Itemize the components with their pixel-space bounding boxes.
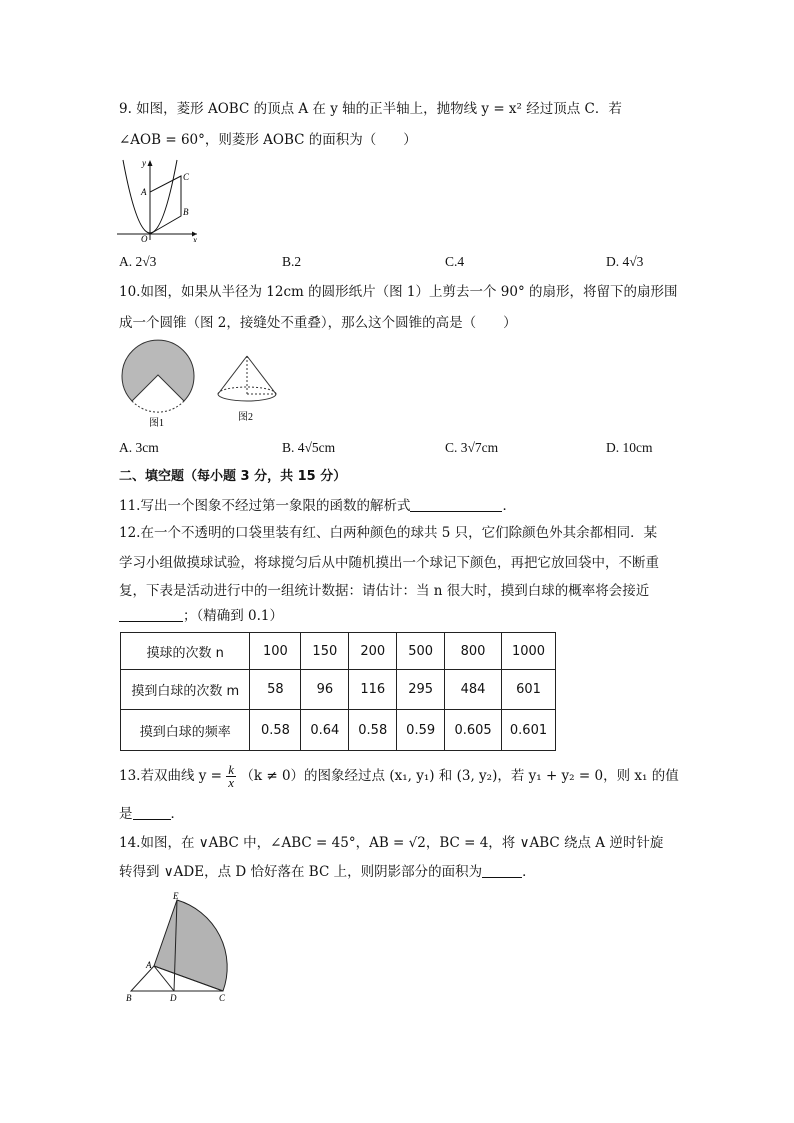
- table-cell: 500: [397, 633, 445, 670]
- table-row: [121, 633, 556, 670]
- table-cell: 0.605: [445, 710, 502, 751]
- q9-label-a: A: [141, 187, 147, 197]
- q13-line2: [119, 804, 184, 824]
- q12-line3: 复，下表是活动进行中的一组统计数据：请估计：当 n 很大时，摸到白球的概率将会接近: [119, 583, 650, 599]
- q14-line2-text: 转得到 ∨ADE，点 D 恰好落在 BC 上，则阴影部分的面积为: [119, 864, 483, 880]
- q10-fig2-label: 图2: [238, 412, 253, 423]
- table-cell: 摸到白球的频率: [121, 710, 250, 751]
- q14-label-b: B: [126, 993, 132, 1003]
- table-cell: 0.601: [502, 710, 556, 751]
- q9-label-x: x: [193, 235, 197, 242]
- q13-post: （k ≠ 0）的图象经过点 (x₁, y₁) 和 (3, y₂)，若 y₁ + y₂ = 0，则 x₁ 的值: [240, 768, 679, 784]
- q10-figure2: [212, 352, 282, 424]
- q14-label-a: A: [146, 960, 152, 970]
- q9-line1: 9. 如图，菱形 AOBC 的顶点 A 在 y 轴的正半轴上，抛物线 y = x² 经过顶点 C．若: [119, 101, 622, 117]
- q12-table: [120, 632, 556, 751]
- q9-label-o: O: [141, 234, 148, 242]
- table-row: [121, 670, 556, 710]
- q9-option-c: C.4: [445, 254, 465, 269]
- q9-line2: ∠AOB = 60°，则菱形 AOBC 的面积为（ ）: [119, 132, 417, 148]
- q12-line1: 12.在一个不透明的口袋里装有红、白两种颜色的球共 5 只，它们除颜色外其余都相同．某: [119, 525, 658, 541]
- table-cell: 摸到白球的次数 m: [121, 670, 250, 710]
- q12-line4: [119, 606, 283, 626]
- q13-answer-blank[interactable]: [133, 805, 171, 820]
- table-cell: 摸球的次数 n: [121, 633, 250, 670]
- q13-end: ．: [170, 806, 184, 822]
- table-cell: 800: [445, 633, 502, 670]
- q10-figure1: [118, 336, 198, 430]
- q12-line4-text: ；（精确到 0.1）: [183, 608, 284, 624]
- table-cell: 484: [445, 670, 502, 710]
- q10-option-c: C. 3√7cm: [445, 440, 499, 455]
- q10-line2: 成一个圆锥（图 2，接缝处不重叠），那么这个圆锥的高是（ ）: [119, 315, 517, 331]
- q13-line1: [119, 764, 679, 789]
- table-cell: 0.59: [397, 710, 445, 751]
- table-cell: 100: [250, 633, 301, 670]
- q9-label-y: y: [142, 158, 146, 168]
- table-cell: 0.64: [301, 710, 349, 751]
- q13-line2-text: 是: [119, 806, 133, 822]
- q11-text: 11.写出一个图象不经过第一象限的函数的解析式: [119, 498, 411, 514]
- q9-figure: [113, 156, 203, 242]
- q9-label-c: C: [183, 172, 190, 182]
- table-cell: 150: [301, 633, 349, 670]
- table-cell: 200: [349, 633, 397, 670]
- q14-figure: [122, 888, 232, 1006]
- table-cell: 96: [301, 670, 349, 710]
- table-cell: 116: [349, 670, 397, 710]
- q10-line1: 10.如图，如果从半径为 12cm 的圆形纸片（图 1）上剪去一个 90° 的扇形，将留下的扇形围: [119, 284, 678, 300]
- table-cell: 295: [397, 670, 445, 710]
- table-cell: 601: [502, 670, 556, 710]
- q10-option-d: D. 10cm: [606, 440, 653, 455]
- table-row: [121, 710, 556, 751]
- q10-option-a: A. 3cm: [119, 440, 159, 455]
- q10-option-b: B. 4√5cm: [282, 440, 336, 455]
- q9-option-a: A. 2√3: [119, 254, 157, 269]
- table-cell: 0.58: [349, 710, 397, 751]
- table-cell: 58: [250, 670, 301, 710]
- q9-label-b: B: [183, 207, 189, 217]
- q13-pre: 13.若双曲线 y =: [119, 768, 222, 784]
- q13-frac-denominator: x: [228, 775, 235, 790]
- q11-end: ．: [502, 498, 516, 514]
- q14-answer-blank[interactable]: [482, 863, 522, 878]
- q14-line2: [119, 862, 536, 882]
- q12-answer-blank[interactable]: [119, 607, 183, 622]
- q14-label-e: E: [173, 891, 179, 901]
- q9-option-d: D. 4√3: [606, 254, 644, 269]
- q12-line2: 学习小组做摸球试验，将球搅匀后从中随机摸出一个球记下颜色，再把它放回袋中，不断重: [119, 555, 659, 571]
- q11-answer-blank[interactable]: [410, 497, 502, 512]
- q9-option-b: B.2: [282, 254, 302, 269]
- q14-line1: 14.如图，在 ∨ABC 中，∠ABC = 45°，AB = √2，BC = 4，将 ∨ABC 绕点 A 逆时针旋: [119, 835, 664, 851]
- table-cell: 0.58: [250, 710, 301, 751]
- q10-fig1-label: 图1: [149, 418, 164, 429]
- q14-label-c: C: [219, 993, 226, 1003]
- q13-fraction: [226, 764, 236, 789]
- q14-end: ．: [522, 864, 536, 880]
- q14-label-d: D: [170, 993, 177, 1003]
- section-heading: 二、填空题（每小题 3 分，共 15 分）: [119, 469, 347, 484]
- q11: [119, 496, 516, 516]
- table-cell: 1000: [502, 633, 556, 670]
- q13-frac-numerator: k: [228, 762, 235, 777]
